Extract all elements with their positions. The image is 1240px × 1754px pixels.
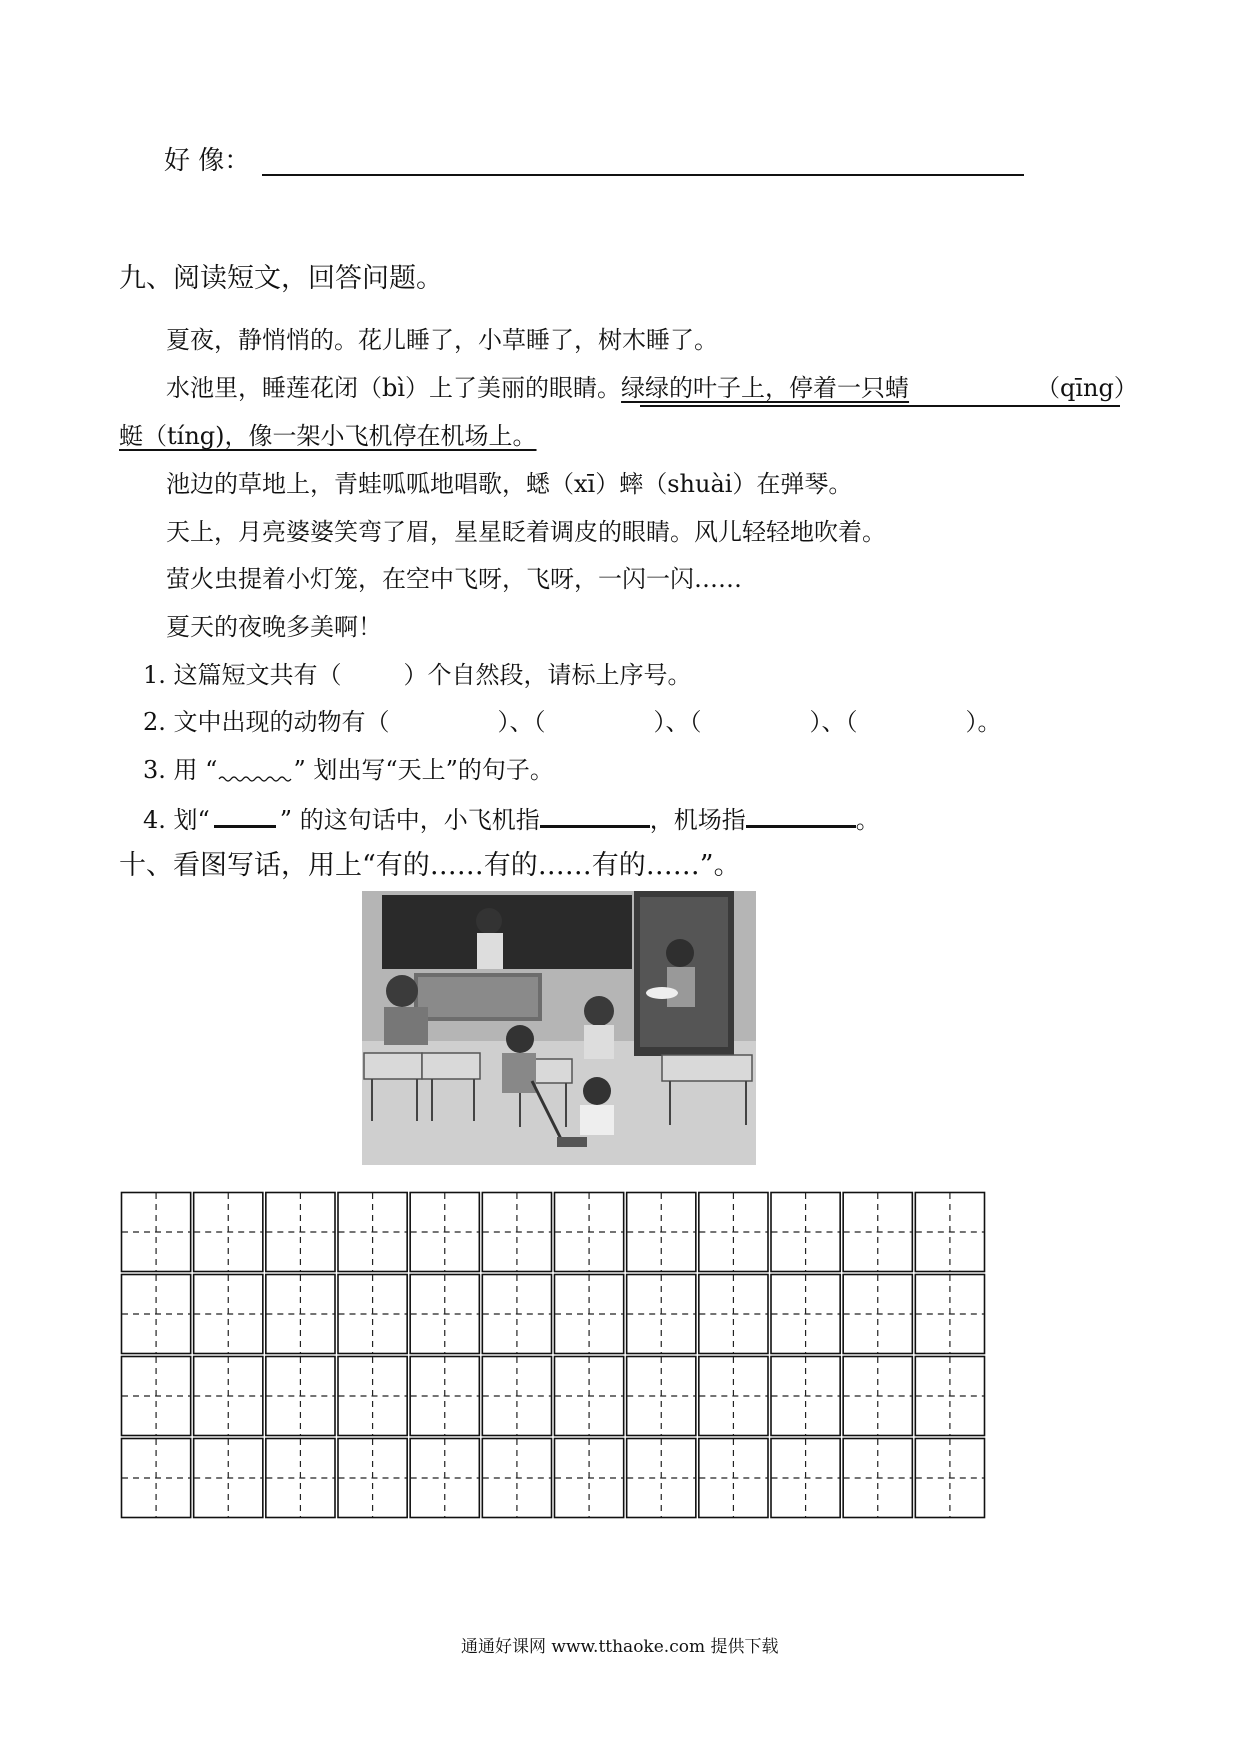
question-2-sep-3: ）、（ (809, 708, 858, 736)
paragraph-5: 萤火虫提着小灯笼，在空中飞呀，飞呀，一闪一闪…… (166, 565, 742, 593)
paragraph-1: 夏夜，静悄悄的。花儿睡了，小草睡了，树木睡了。 (166, 326, 718, 354)
underlined-sentence-part-2: 蜓（tíng)，像一架小飞机停在机场上。 (119, 422, 537, 450)
qing-pinyin: （qīng） (1036, 374, 1138, 402)
section10-heading: 十、看图写话，用上“有的……有的……有的……”。 (119, 850, 741, 881)
straight-line-icon (214, 803, 276, 828)
underlined-sentence-part-1: 绿绿的叶子上，停着一只蜻 (621, 374, 910, 402)
question-2 (143, 707, 1002, 737)
question-2-text-e: ）。 (965, 708, 1002, 736)
paragraph-2-line-1 (166, 373, 909, 403)
question-2-sep-2: ）、（ (653, 708, 702, 736)
question-1 (143, 660, 692, 690)
question-4-text-c: ，机场指 (649, 806, 746, 834)
footer-text: 通通好课网 www.tthaoke.com 提供下载 (461, 1637, 779, 1657)
question-4-text-a: 4. 划“ (143, 806, 210, 834)
sentence-underline-line-1 (640, 405, 1120, 407)
writing-grid[interactable] (119, 1190, 987, 1520)
question-4 (143, 803, 880, 835)
paragraph-2-line-2 (119, 421, 537, 451)
question-1-text-a: 1. 这篇短文共有（ (143, 661, 342, 689)
question-1-text-b: ）个自然段，请标上序号。 (403, 661, 692, 689)
hao-xiang-label: 好 像： (164, 146, 251, 176)
paragraph-6: 夏天的夜晚多美啊！ (166, 613, 382, 641)
question-4-text-b: ” 的这句话中，小飞机指 (279, 806, 540, 834)
question-3-text-b: ” 划出写“天上”的句子。 (293, 756, 554, 784)
section9-heading: 九、阅读短文，回答问题。 (119, 263, 443, 294)
wavy-line-icon (217, 761, 293, 783)
paragraph-3: 池边的草地上，青蛙呱呱地唱歌，蟋（xī）蟀（shuài）在弹琴。 (166, 470, 853, 498)
question-3 (143, 755, 554, 785)
question-3-text-a: 3. 用 “ (143, 756, 218, 784)
question-2-sep-1: ）、（ (497, 708, 546, 736)
paragraph-2-start: 水池里，睡莲花闭（bì）上了美丽的眼睛。 (166, 374, 622, 402)
question-4-blank-plane[interactable] (540, 803, 650, 828)
question-4-blank-airport[interactable] (746, 803, 856, 828)
classroom-illustration (362, 891, 756, 1165)
paragraph-4: 天上，月亮婆婆笑弯了眉，星星眨着调皮的眼睛。风儿轻轻地吹着。 (166, 518, 886, 546)
question-4-text-d: 。 (855, 806, 880, 834)
answer-line-hao-xiang[interactable] (262, 174, 1024, 176)
question-2-text-a: 2. 文中出现的动物有（ (143, 708, 390, 736)
